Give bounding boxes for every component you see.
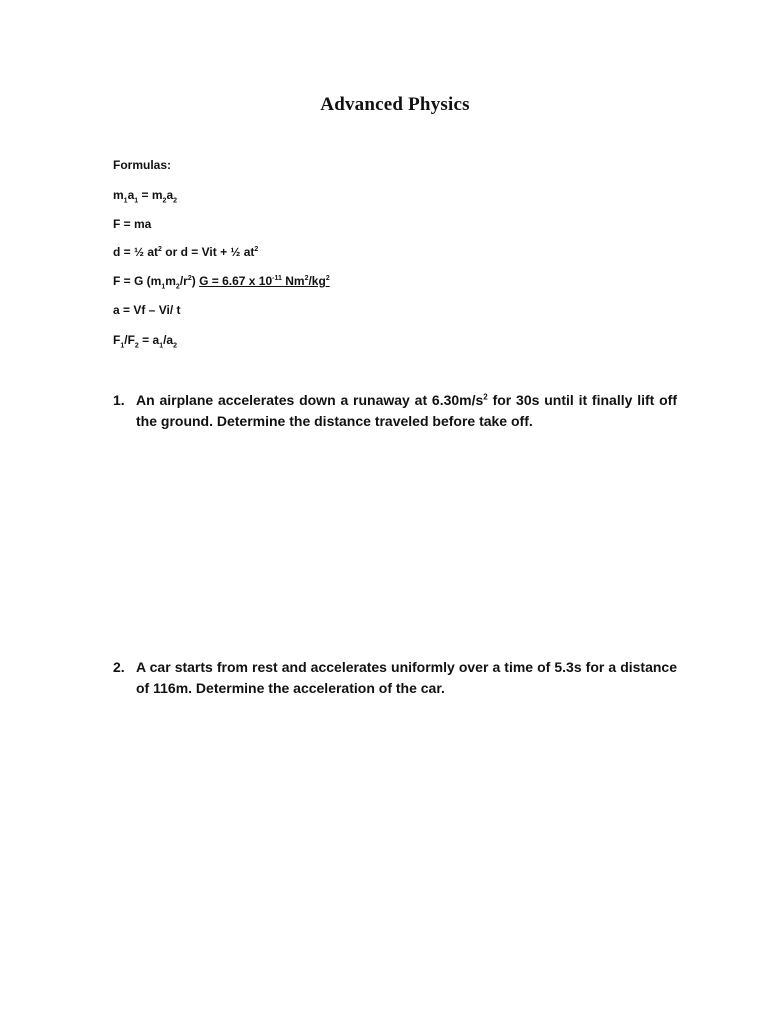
superscript: 2 bbox=[187, 275, 192, 282]
subscript: 1 bbox=[120, 342, 125, 350]
formula-newton-second-law: F = ma bbox=[113, 217, 152, 231]
subscript: 2 bbox=[173, 197, 178, 205]
subscript: 2 bbox=[162, 197, 167, 205]
formula-distance bbox=[113, 245, 258, 259]
question-1 bbox=[113, 390, 677, 432]
formula-momentum bbox=[113, 188, 178, 205]
page-title: Advanced Physics bbox=[320, 94, 470, 115]
subscript: 1 bbox=[159, 342, 164, 350]
formula-text: F bbox=[113, 333, 121, 347]
superscript: 2 bbox=[325, 275, 330, 282]
superscript: 2 bbox=[483, 392, 488, 402]
formula-text: Nm bbox=[281, 274, 305, 288]
subscript: 1 bbox=[134, 197, 139, 205]
formula-text: ) bbox=[191, 274, 200, 288]
formulas-heading: Formulas: bbox=[113, 158, 172, 172]
formula-text: a bbox=[127, 188, 135, 202]
formula-text: F = G (m bbox=[113, 274, 162, 288]
formula-force-ratio bbox=[113, 333, 178, 350]
formula-acceleration: a = Vf – Vi/ t bbox=[113, 303, 181, 317]
question-number: 2. bbox=[113, 659, 125, 675]
subscript: 2 bbox=[134, 342, 139, 350]
question-text-part: for 30s until it finally lift off the ground. Determine the distance traveled before take off. bbox=[136, 392, 677, 429]
question-2 bbox=[113, 657, 677, 699]
formula-text: a bbox=[166, 188, 174, 202]
subscript: 1 bbox=[123, 197, 128, 205]
formula-gravitation bbox=[113, 274, 330, 291]
formula-text: = a bbox=[138, 333, 160, 347]
subscript: 2 bbox=[175, 283, 180, 291]
superscript: -11 bbox=[272, 275, 282, 282]
question-number: 1. bbox=[113, 392, 125, 408]
gravitational-constant bbox=[199, 274, 330, 288]
question-text bbox=[136, 390, 677, 432]
superscript: 2 bbox=[304, 275, 309, 282]
formula-text: /r bbox=[179, 274, 188, 288]
formula-text: /F bbox=[124, 333, 135, 347]
formula-text: /a bbox=[163, 333, 174, 347]
subscript: 1 bbox=[161, 283, 166, 291]
question-text: A car starts from rest and accelerates uniformly over a time of 5.3s for a distance of 116m. Determine the acceleration of the car. bbox=[136, 659, 677, 696]
superscript: 2 bbox=[158, 246, 162, 253]
formula-text: m bbox=[165, 274, 176, 288]
subscript: 2 bbox=[173, 342, 178, 350]
question-text-part: An airplane accelerates down a runaway at 6.30m/s bbox=[136, 392, 484, 408]
formula-text: m bbox=[113, 188, 124, 202]
superscript: 2 bbox=[254, 246, 259, 253]
formula-text: G = 6.67 x 10 bbox=[199, 274, 273, 288]
formula-text: = m bbox=[138, 188, 163, 202]
formula-text: /kg bbox=[308, 274, 326, 288]
formula-text: d = ½ at bbox=[113, 245, 159, 259]
formula-text: or d = Vit + ½ at bbox=[161, 245, 255, 259]
